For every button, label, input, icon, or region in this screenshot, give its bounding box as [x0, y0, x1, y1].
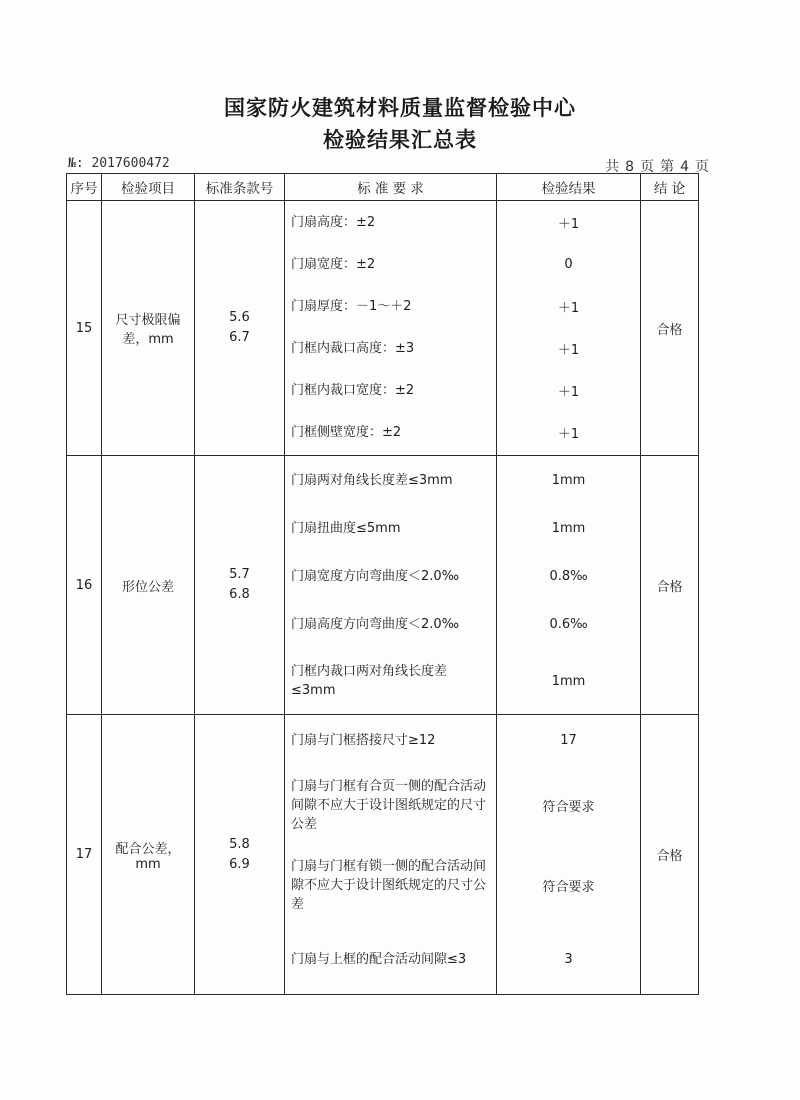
result-value: 1mm	[551, 472, 586, 488]
requirement-item: 门扇与门框搭接尺寸≥12	[291, 732, 436, 748]
results-table	[66, 173, 699, 995]
row-item: 尺寸极限偏差，mm	[102, 201, 195, 456]
result-value: 17	[560, 732, 577, 748]
requirement-item: 门扇与上框的配合活动间隙≤3	[291, 951, 467, 967]
result-value: 符合要求	[542, 799, 595, 815]
col-header-clause: 标准条款号	[195, 174, 285, 201]
requirement-item: 门扇高度方向弯曲度＜2.0‰	[291, 616, 460, 632]
result-value: 0	[564, 256, 573, 272]
table-title: 检验结果汇总表	[323, 128, 477, 152]
requirement-item: 门扇宽度方向弯曲度＜2.0‰	[291, 568, 460, 584]
row-results	[497, 201, 641, 456]
page-indicator: 共 8 页 第 4 页	[605, 159, 709, 175]
col-header-result: 检验结果	[497, 174, 641, 201]
table-header-row	[67, 174, 699, 201]
requirement-item: 门扇与门框有锁一侧的配合活动间隙不应大于设计图纸规定的尺寸公差	[291, 858, 487, 912]
row-clauses: 5.7 6.8	[195, 456, 285, 715]
org-title: 国家防火建筑材料质量监督检验中心	[224, 96, 576, 120]
requirement-item: 门框内裁口高度：±3	[291, 340, 415, 356]
requirement-item: 门扇厚度：－1～＋2	[291, 298, 412, 314]
result-value: ＋1	[557, 384, 580, 400]
row-results	[497, 715, 641, 995]
result-value: 0.8‰	[549, 568, 588, 584]
table-row	[67, 201, 699, 456]
row-conclusion: 合格	[641, 201, 699, 456]
row-conclusion: 合格	[641, 715, 699, 995]
col-header-conclusion: 结 论	[641, 174, 699, 201]
row-requirements	[285, 715, 497, 995]
row-requirements	[285, 456, 497, 715]
requirement-item: 门扇高度：±2	[291, 214, 376, 230]
col-header-no: 序号	[67, 174, 102, 201]
row-item: 形位公差	[102, 456, 195, 715]
table-row	[67, 715, 699, 995]
result-value: ＋1	[557, 342, 580, 358]
row-item: 配合公差，mm	[102, 715, 195, 995]
row-clauses: 5.8 6.9	[195, 715, 285, 995]
row-no: 15	[67, 201, 102, 456]
row-results	[497, 456, 641, 715]
result-value: ＋1	[557, 216, 580, 232]
row-conclusion: 合格	[641, 456, 699, 715]
report-number: №: 2017600472	[68, 156, 170, 171]
result-value: 1mm	[551, 673, 586, 689]
requirement-item: 门框侧壁宽度：±2	[291, 424, 402, 440]
row-no: 17	[67, 715, 102, 995]
row-requirements	[285, 201, 497, 456]
row-clauses: 5.6 6.7	[195, 201, 285, 456]
table-row	[67, 456, 699, 715]
requirement-item: 门扇两对角线长度差≤3mm	[291, 472, 453, 488]
result-value: 0.6‰	[549, 616, 588, 632]
col-header-item: 检验项目	[102, 174, 195, 201]
requirement-item: 门扇与门框有合页一侧的配合活动间隙不应大于设计图纸规定的尺寸公差	[291, 778, 487, 832]
result-value: 3	[564, 951, 573, 967]
result-value: 1mm	[551, 520, 586, 536]
row-no: 16	[67, 456, 102, 715]
requirement-item: 门框内裁口宽度：±2	[291, 382, 415, 398]
result-value: ＋1	[557, 426, 580, 442]
requirement-item: 门扇宽度：±2	[291, 256, 376, 272]
requirement-item: 门框内裁口两对角线长度差≤3mm	[291, 664, 448, 698]
result-value: 符合要求	[542, 879, 595, 895]
requirement-item: 门扇扭曲度≤5mm	[291, 520, 401, 536]
col-header-requirement: 标 准 要 求	[285, 174, 497, 201]
result-value: ＋1	[557, 300, 580, 316]
